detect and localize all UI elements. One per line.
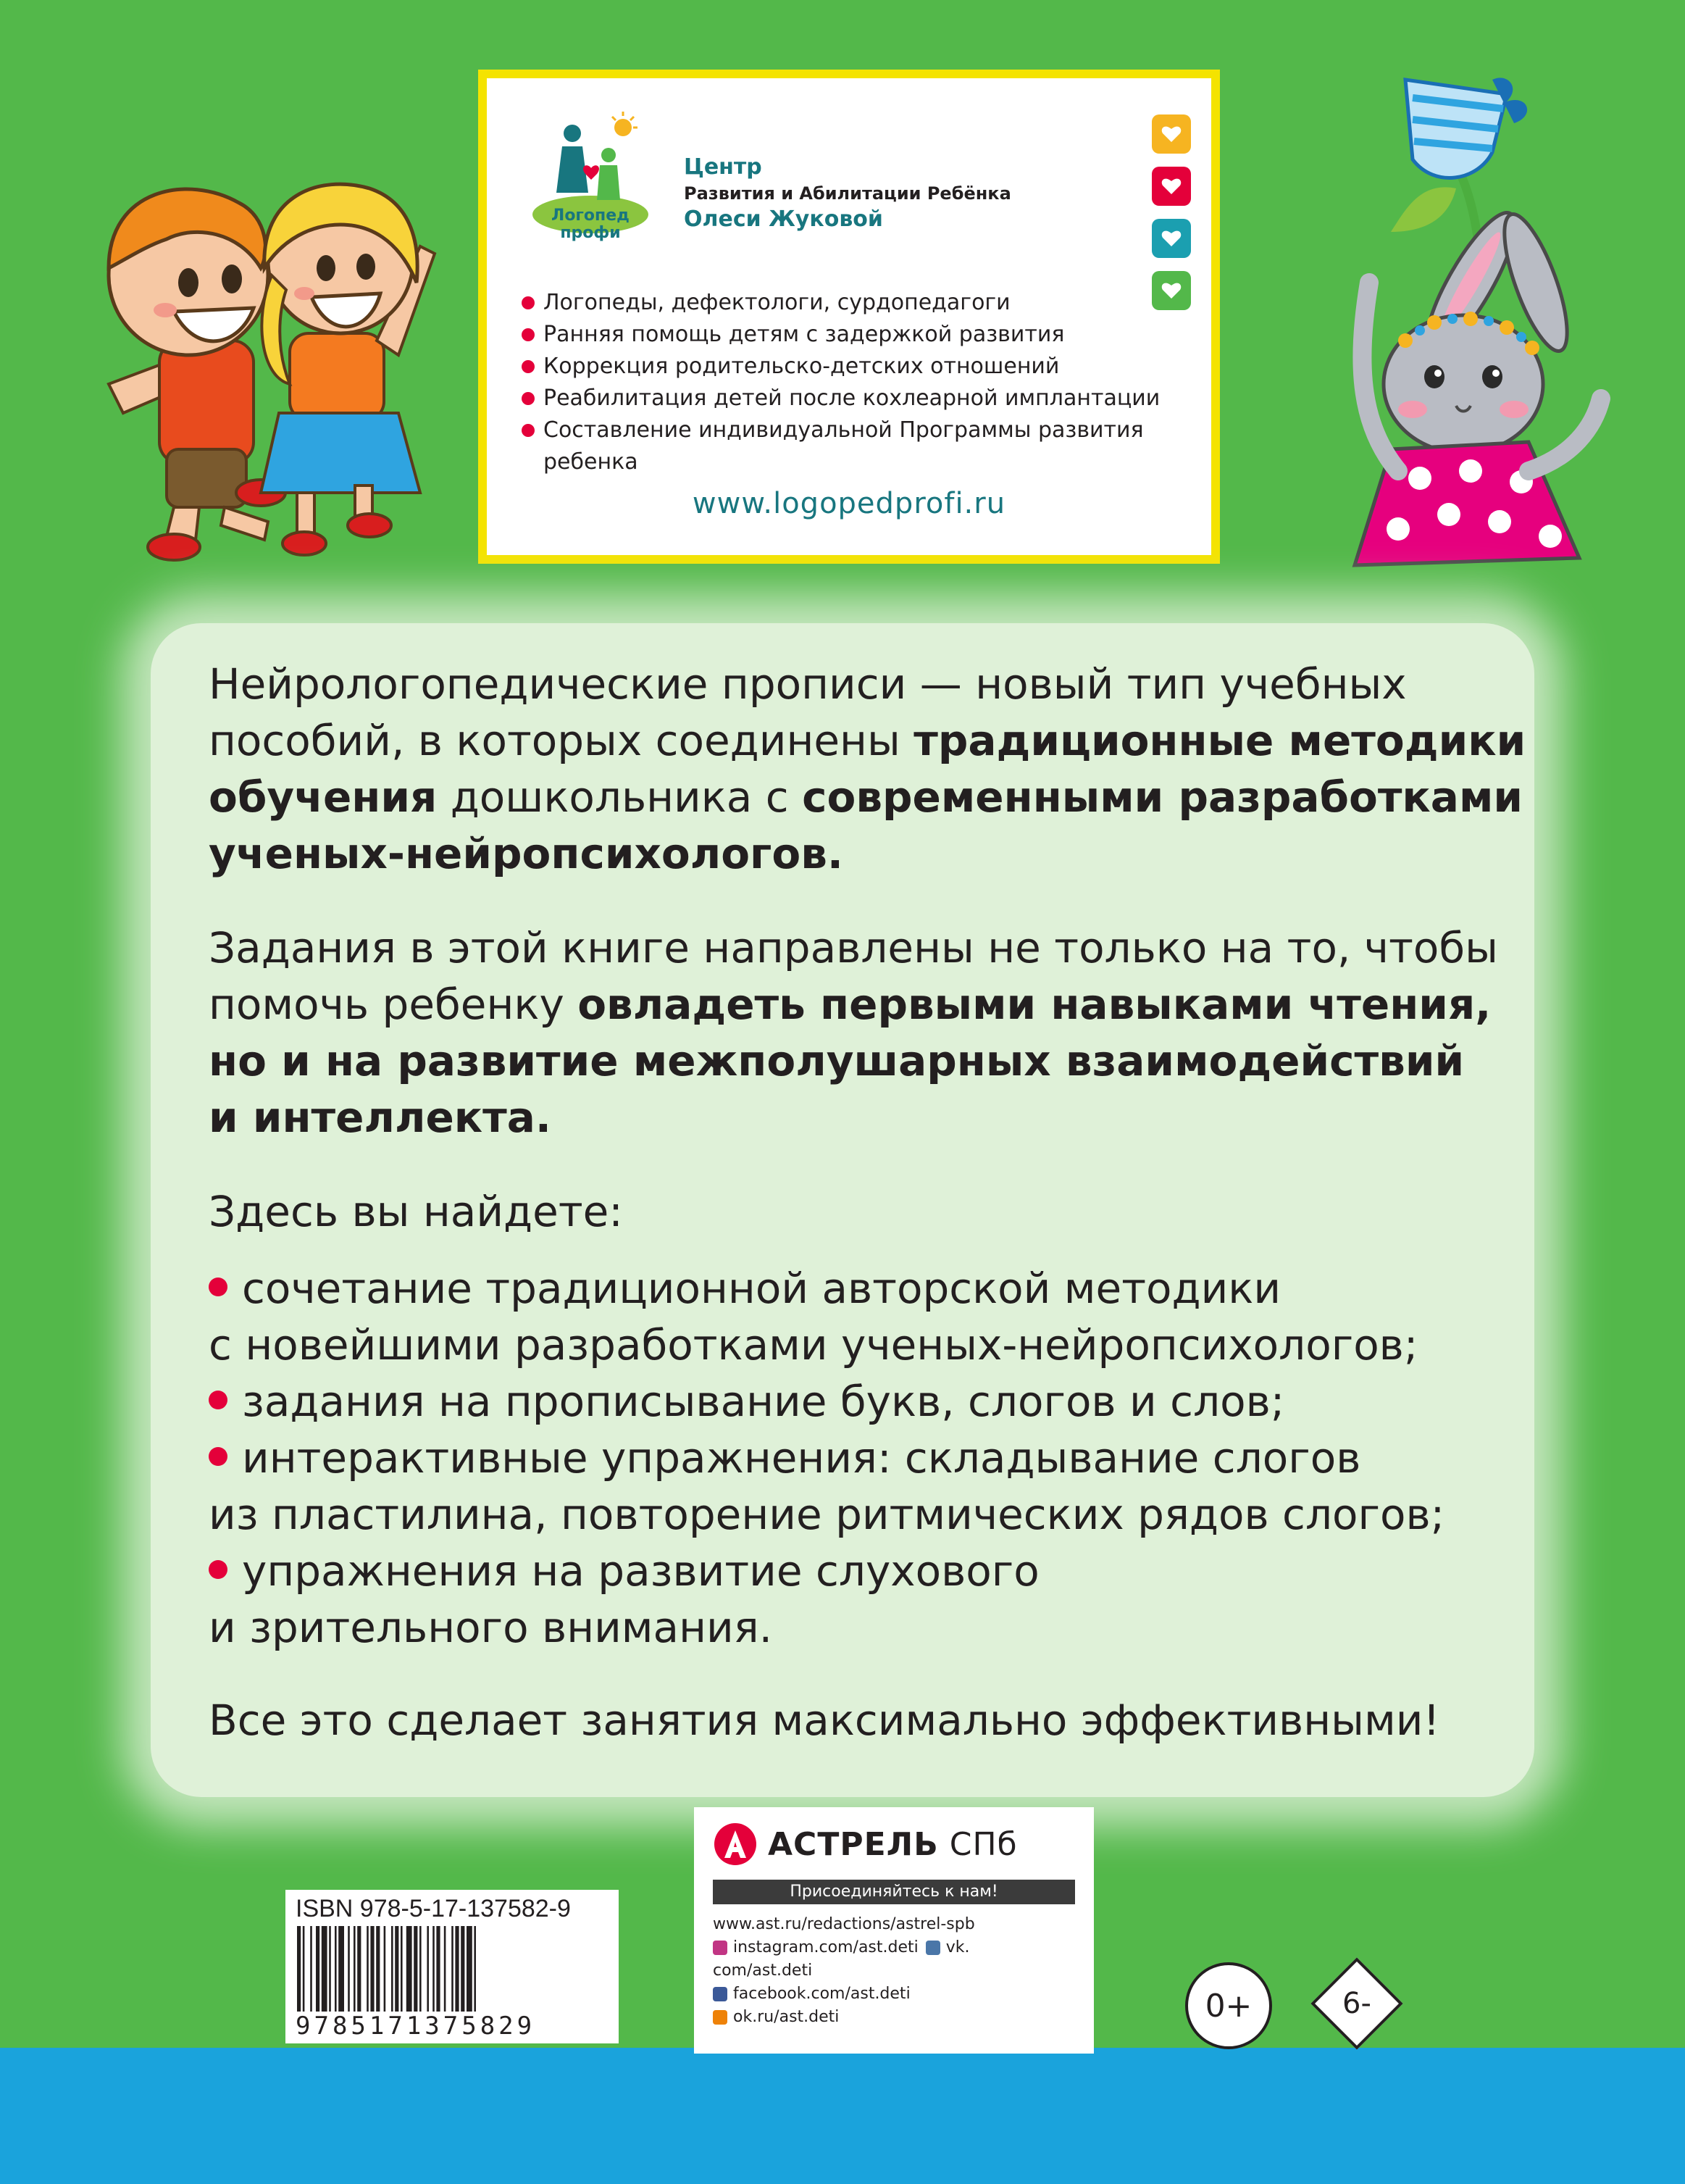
feature-item-continuation: с новейшими разработками ученых-нейропсихологов; [209, 1320, 1418, 1370]
publisher-card [694, 1807, 1094, 2054]
bullet-dot-icon [522, 360, 535, 373]
bullet-dot-icon [209, 1447, 227, 1466]
barcode-bar [367, 1926, 369, 2012]
age-range-badge [1303, 1949, 1411, 2058]
vk-icon [926, 1941, 940, 1955]
bullet-dot-icon [209, 1278, 227, 1296]
heart-icon [1152, 114, 1191, 154]
feature-item-continuation: и зрительного внимания. [209, 1603, 773, 1652]
barcode-bar [427, 1926, 429, 2012]
feature-item: сочетание традиционной авторской методики [209, 1260, 1556, 1317]
barcode-bar [395, 1926, 398, 2012]
barcode-bar [329, 1926, 331, 2012]
barcode-bar [322, 1926, 327, 2012]
services-list [522, 287, 1203, 478]
facebook-row [713, 1983, 1075, 2006]
barcode-bar [461, 1926, 464, 2012]
feature-item-continuation: из пластилина, повторение ритмических рядов слогов; [209, 1490, 1445, 1539]
barcode-bar [348, 1926, 350, 2012]
center-title-line1: Центр [684, 154, 762, 180]
bullet-dot-icon [522, 328, 535, 341]
isbn-label: ISBN 978-5-17-137582-9 [296, 1895, 571, 1922]
barcode-bar [391, 1926, 393, 2012]
barcode-bar [432, 1926, 435, 2012]
barcode-icon [296, 1926, 607, 2012]
center-title-line3: Олеси Жуковой [684, 207, 883, 232]
feature-item: задания на прописывание букв, слогов и слов; [209, 1373, 1556, 1430]
publisher-name: АСТРЕЛЬ СПб [768, 1825, 1018, 1863]
barcode-bar [451, 1926, 453, 2012]
intro-paragraph: Нейрологопедические прописи — новый тип учебных пособий, в которых соединены традиционные методики обучения дошкольника с современными разработками ученых-нейропсихологов. [209, 659, 1526, 878]
facebook-icon [713, 1987, 727, 2001]
barcode-bar [310, 1926, 312, 2012]
instagram-link[interactable]: instagram.com/ast.deti [733, 1938, 919, 1956]
barcode-bar [357, 1926, 361, 2012]
astrel-logo-icon [713, 1822, 758, 1867]
age-rating-badge: 0+ [1185, 1962, 1272, 2049]
ok-row [713, 2006, 1075, 2029]
barcode-bar [444, 1926, 446, 2012]
center-info-card [478, 70, 1220, 564]
bullet-dot-icon [522, 296, 535, 309]
barcode-bar [354, 1926, 356, 2012]
publisher-header [713, 1822, 1075, 1867]
facebook-link[interactable]: facebook.com/ast.deti [733, 1985, 911, 2003]
barcode-bar [303, 1926, 305, 2012]
age-range-text: 6- [1342, 1987, 1371, 2020]
service-item: Коррекция родительско-детских отношений [522, 351, 1203, 383]
bullet-dot-icon [209, 1560, 227, 1579]
bullet-dot-icon [209, 1391, 227, 1409]
barcode-bar [406, 1926, 412, 2012]
logopedprofi-logo-icon [522, 106, 659, 243]
barcode-bar [436, 1926, 440, 2012]
join-us-banner: Присоединяйтесь к нам! [713, 1880, 1075, 1904]
barcode-bar [338, 1926, 344, 2012]
instagram-icon [713, 1941, 727, 1955]
service-item: Логопеды, дефектологи, сурдопедагоги [522, 287, 1203, 319]
kids-illustration-icon [80, 145, 456, 565]
barcode-bar [316, 1926, 319, 2012]
barcode-bar [376, 1926, 380, 2012]
isbn-digits: 9785171375829 [296, 2012, 536, 2041]
closing-sentence: Все это сделает занятия максимально эффективными! [209, 1696, 1440, 1745]
barcode-bar [467, 1926, 472, 2012]
vk-link-part2[interactable]: com/ast.deti [713, 1962, 813, 1980]
svg-text:профи: профи [560, 224, 621, 242]
barcode-bar [419, 1926, 422, 2012]
ok-link[interactable]: ok.ru/ast.deti [733, 2008, 840, 2026]
bullet-dot-icon [522, 424, 535, 437]
barcode-bar [384, 1926, 386, 2012]
feature-item: интерактивные упражнения: складывание слогов [209, 1430, 1556, 1486]
barcode-bar [297, 1926, 301, 2012]
site-link[interactable]: www.ast.ru/redactions/astrel-spb [713, 1915, 975, 1933]
publisher-links [713, 1913, 1075, 2029]
heart-icon [1152, 219, 1191, 258]
barcode-bar [335, 1926, 337, 2012]
service-item: Ранняя помощь детям с задержкой развития [522, 319, 1203, 351]
barcode-bar [370, 1926, 374, 2012]
bottom-color-strip [0, 2048, 1685, 2184]
tasks-paragraph: Задания в этой книге направлены не только на то, чтобы помочь ребенку овладеть первыми навыками чтения, но и на развитие межполушарных взаимодействий и интеллекта. [209, 923, 1498, 1142]
logo-wordmark: Логопед [551, 207, 630, 225]
service-item: Составление индивидуальной Программы развития ребенка [522, 414, 1203, 478]
features-heading: Здесь вы найдете: [209, 1187, 623, 1236]
vk-link-part1[interactable]: vk. [945, 1938, 970, 1956]
feature-item: упражнения на развитие слухового [209, 1543, 1556, 1599]
bullet-dot-icon [522, 392, 535, 405]
barcode-bar [474, 1926, 476, 2012]
barcode-bar [414, 1926, 417, 2012]
bunny-illustration-icon [1289, 65, 1623, 572]
features-list [209, 1260, 1556, 1656]
barcode-bar [455, 1926, 459, 2012]
odnoklassniki-icon [713, 2010, 727, 2025]
heart-icon [1152, 167, 1191, 206]
main-text [209, 656, 1556, 1786]
barcode-bar [401, 1926, 403, 2012]
center-title-line2: Развития и Абилитации Ребёнка [684, 183, 1011, 204]
website-link[interactable]: www.logopedprofi.ru [692, 487, 1006, 520]
social-row [713, 1936, 1075, 1959]
service-item: Реабилитация детей после кохлеарной имплантации [522, 383, 1203, 414]
isbn-barcode-box [285, 1890, 619, 2043]
center-title [684, 154, 1011, 233]
